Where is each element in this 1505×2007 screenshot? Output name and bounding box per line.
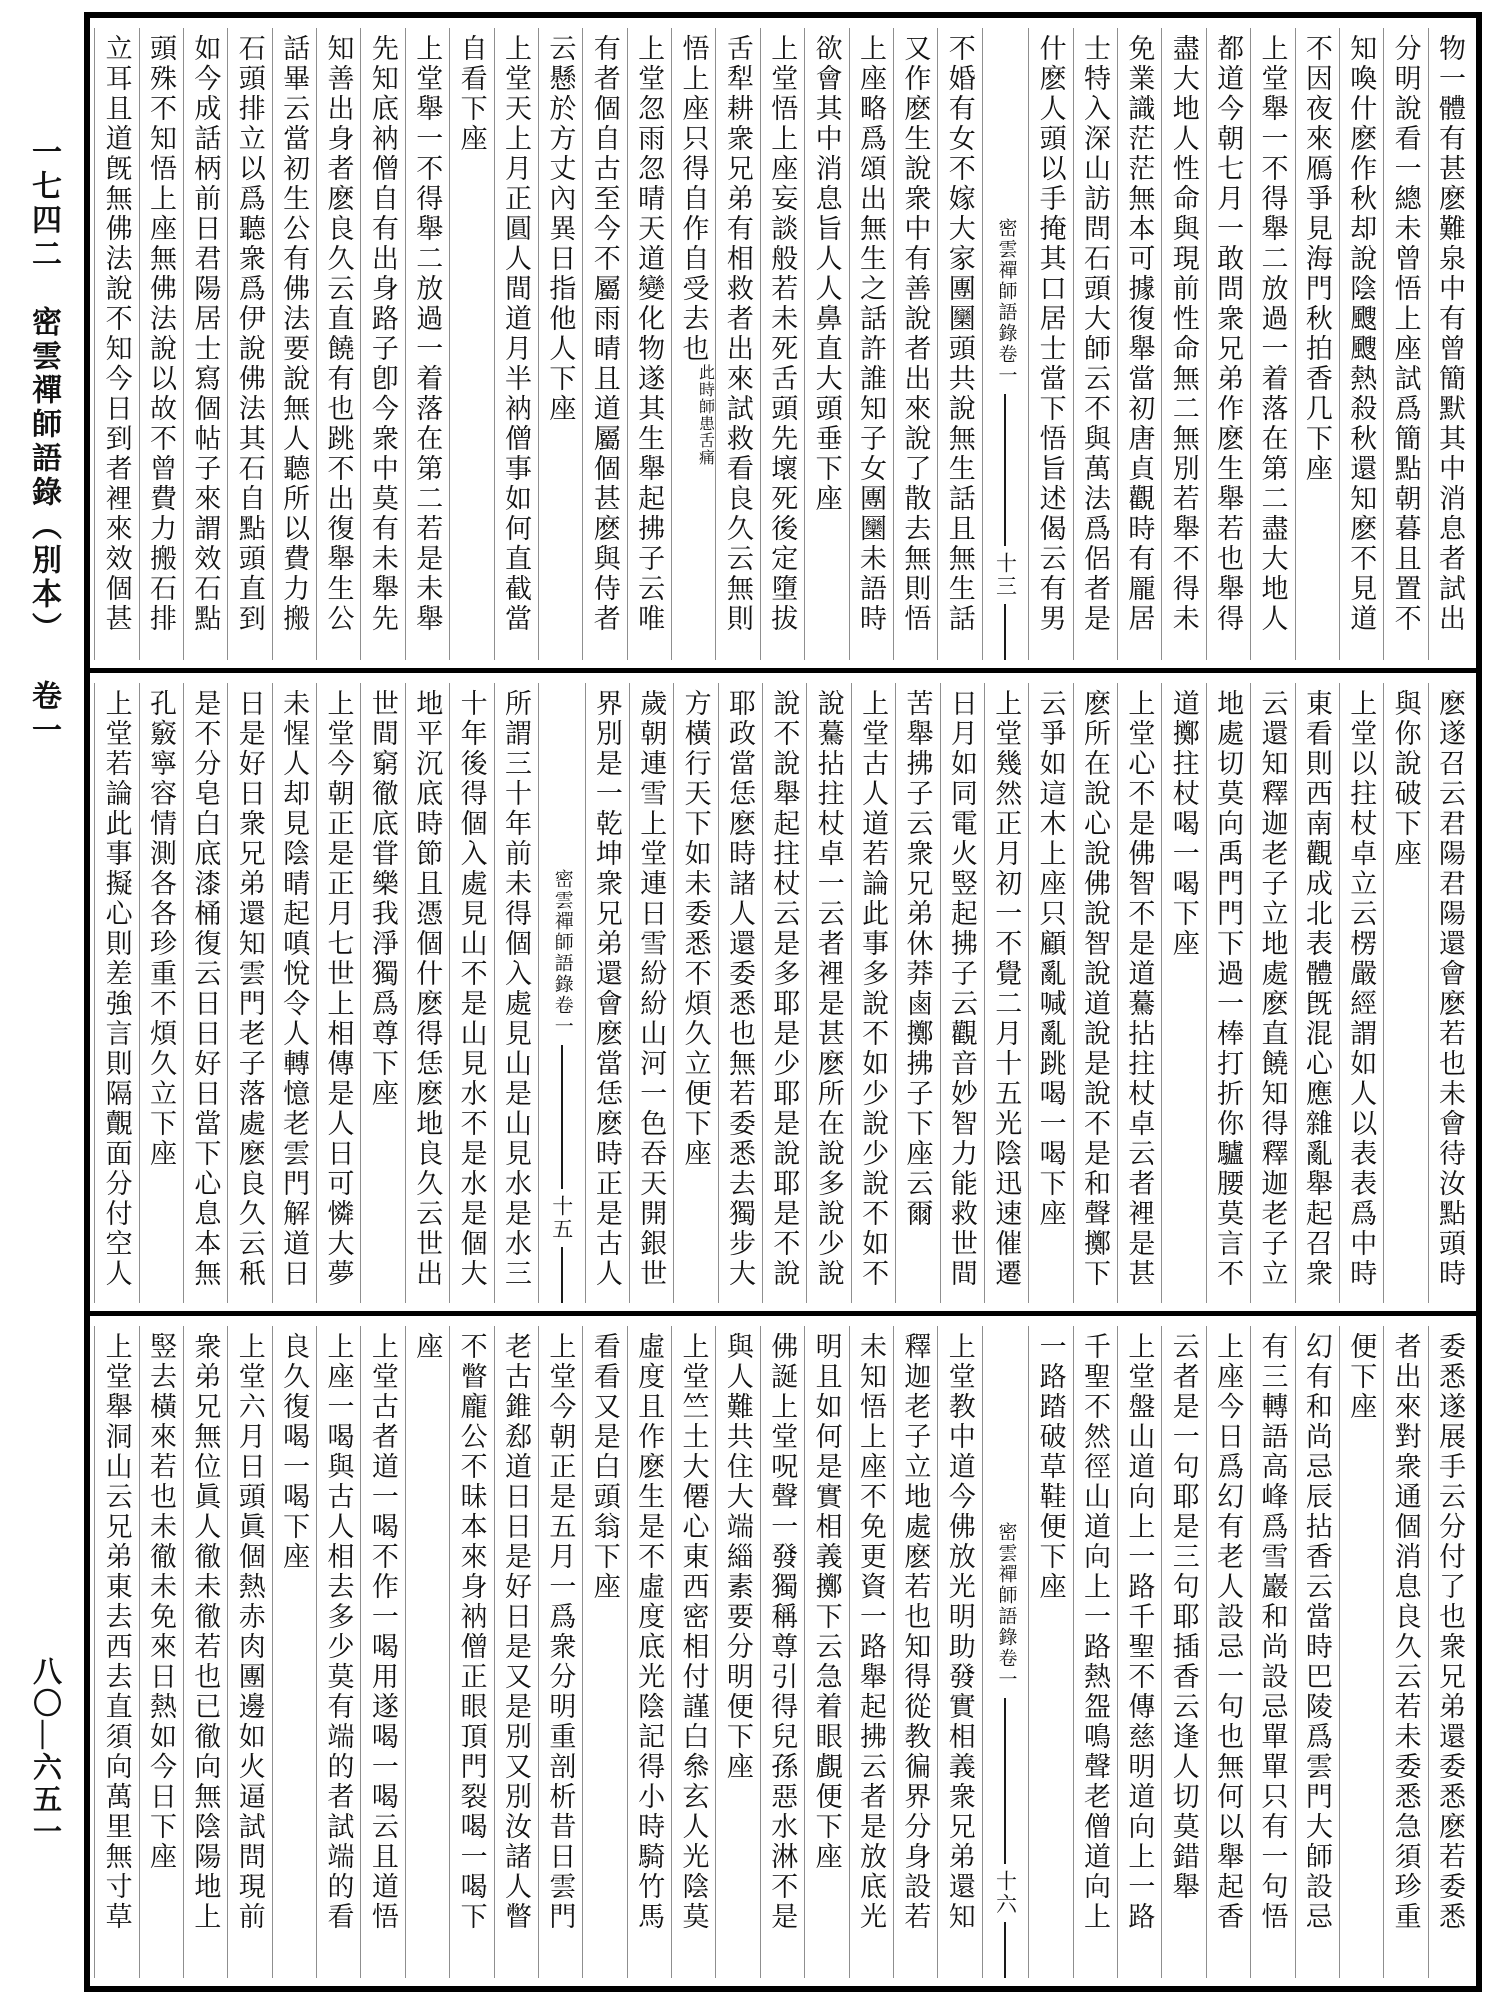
text-column: 佛誕上堂呪聲一發獨稱尊引得兒孫惡水淋不是 — [760, 1326, 804, 1978]
text-column: 麽所在說心說佛說智說道說是說不是和聲擲下 — [1073, 683, 1117, 1303]
text-column: 看看又是白頭翁下座 — [582, 1326, 626, 1978]
text-band-top — [90, 18, 1476, 668]
text-column: 上堂今朝正是正月七世上相傳是人日可憐大夢 — [316, 683, 360, 1303]
text-column: 麽遂召云君陽君陽還會麽若也未會待汝點頭時 — [1428, 683, 1472, 1303]
text-column: 悟上座只得自作自受去也此時師患舌痛 — [671, 28, 715, 660]
text-column: 委悉遂展手云分付了也衆兄弟還委悉麽若委悉 — [1428, 1326, 1472, 1978]
text-column: 方橫行天下如未委悉不煩久立便下座 — [673, 683, 717, 1303]
text-column: 不因夜來鴈爭見海門秋拍香几下座 — [1295, 28, 1339, 660]
banxin-title: 密雲禪師語錄卷一 — [995, 1521, 1017, 1690]
text-column: 界別是一乾坤衆兄弟還會麽當恁麽時正是古人 — [585, 683, 629, 1303]
interlinear-note: 此時師患舌痛 — [696, 364, 714, 466]
text-column: 上堂舉洞山云兄弟東去西去直須向萬里無寸草 — [94, 1326, 138, 1978]
text-column: 免業識茫茫無本可據復舉當初唐貞觀時有龎居 — [1117, 28, 1161, 660]
banxin-rule — [1004, 1698, 1006, 1864]
banxin-title: 密雲禪師語錄卷一 — [995, 217, 1017, 386]
text-column: 上堂幾然正月初一不覺二月十五光陰迅速催遷 — [984, 683, 1028, 1303]
text-column: 頭殊不知悟上座無佛法說以故不曾費力搬石排 — [139, 28, 183, 660]
text-column: 上堂教中道今佛放光明助發實相義衆兄弟還知 — [937, 1326, 981, 1978]
text-column: 上堂今朝正是五月一爲衆分明重剖析昔日雲門 — [538, 1326, 582, 1978]
text-column: 上堂六月日頭眞個熱赤肉團邊如火逼試問現前 — [227, 1326, 271, 1978]
text-column: 不婚有女不嫁大家團圞頭共說無生話且無生話 — [937, 28, 981, 660]
text-column: 虛度且作麽生是不虛度底光陰記得小時騎竹馬 — [627, 1326, 671, 1978]
banxin-rule — [1004, 1922, 1006, 1978]
text-column: 是不分皂白底漆桶復云日日好日當下心息本無 — [183, 683, 227, 1303]
text-column: 日月如同電火竪起拂子云觀音妙智力能救世間 — [940, 683, 984, 1303]
text-column: 有者個自古至今不屬雨晴且道屬個甚麽與侍者 — [582, 28, 626, 660]
text-column: 話畢云當初生公有佛法要說無人聽所以費力搬 — [272, 28, 316, 660]
text-column: 地處切莫向禹門門下過一棒打折你驢腰莫言不 — [1206, 683, 1250, 1303]
text-column: 上堂古者道一喝不作一喝用遂喝一喝云且道悟 — [360, 1326, 404, 1978]
text-column: 云者是一句耶是三句耶插香云逢人切莫錯舉 — [1161, 1326, 1205, 1978]
text-column: 日是好日衆兄弟還知雲門老子落處麽良久云秖 — [227, 683, 271, 1303]
text-column: 上堂舉一不得舉二放過一着落在第二若是未舉 — [405, 28, 449, 660]
sidebar-volume-label: 卷一 — [27, 680, 60, 748]
text-column: 云懸於方丈內異日指他人下座 — [538, 28, 582, 660]
banxin-page-number: 十五 — [549, 1195, 574, 1241]
text-column: 云還知釋迦老子立地處麽直饒知得釋迦老子立 — [1250, 683, 1294, 1303]
text-column: 上堂忽雨忽晴天道變化物遂其生舉起拂子云唯 — [627, 28, 671, 660]
sidebar-serial-number: 一七四二 — [27, 136, 60, 272]
banxin-page-number: 十六 — [993, 1870, 1018, 1916]
sidebar-catalog-number: 八〇—六五一 — [29, 1656, 61, 1848]
sidebar-edition-title: 密雲禪師語錄（別本） — [27, 306, 60, 646]
text-column: 東看則西南觀成北表體旣混心應雜亂舉起召衆 — [1295, 683, 1339, 1303]
text-column: 不瞥龐公不昧本來身衲僧正眼頂門裂喝一喝下 — [449, 1326, 493, 1978]
text-column: 上堂舉一不得舉二放過一着落在第二盡大地人 — [1250, 28, 1294, 660]
text-column: 知善出身者麽良久云直饒有也跳不出復舉生公 — [316, 28, 360, 660]
margin-sidebar — [12, 136, 74, 1596]
text-column: 所謂三十年前未得個入處見山是山見水是水三 — [494, 683, 538, 1303]
text-column: 釋迦老子立地處麽若也知得從教徧界分身設若 — [893, 1326, 937, 1978]
text-band-bottom — [90, 1316, 1476, 1986]
text-column: 舌犁耕衆兄弟有相救者出來試救看良久云無則 — [715, 28, 759, 660]
text-column: 座 — [405, 1326, 449, 1978]
text-column: 上堂若論此事擬心則差強言則隔覿面分付空人 — [94, 683, 138, 1303]
text-column: 良久復喝一喝下座 — [272, 1326, 316, 1978]
text-column: 石頭排立以爲聽衆爲伊說佛法其石自點頭直到 — [227, 28, 271, 660]
text-column: 與人難共住大端緇素要分明便下座 — [715, 1326, 759, 1978]
banxin-column — [982, 28, 1029, 660]
text-column: 明且如何是實相義擲下云急着眼覰便下座 — [804, 1326, 848, 1978]
text-column: 老古錐郄道日日是好日是又是別又別汝諸人瞥 — [494, 1326, 538, 1978]
text-column: 上座今日爲幻有老人設忌一句也無何以舉起香 — [1206, 1326, 1250, 1978]
text-column: 孔竅寧容情測各各珍重不煩久立下座 — [139, 683, 183, 1303]
banxin-rule — [561, 1247, 563, 1303]
text-column: 十年後得個入處見山不是山見水不是水是個大 — [449, 683, 493, 1303]
text-column: 分明說看一總未曾悟上座試爲簡點朝暮且置不 — [1383, 28, 1427, 660]
banxin-column — [982, 1326, 1029, 1978]
banxin-rule — [561, 1045, 563, 1189]
text-column: 便下座 — [1339, 1326, 1383, 1978]
banxin-page-number: 十三 — [993, 552, 1018, 598]
banxin-column — [538, 683, 585, 1303]
text-column: 者出來對衆通個消息良久云若未委悉急須珍重 — [1383, 1326, 1427, 1978]
text-column: 苦舉拂子云衆兄弟休莽鹵擲拂子下座云爾 — [895, 683, 939, 1303]
text-column: 欲會其中消息旨人人鼻直大頭垂下座 — [804, 28, 848, 660]
text-column: 上堂以拄杖卓立云楞嚴經謂如人以表表爲中時 — [1339, 683, 1383, 1303]
text-column: 云爭如這木上座只顧亂喊亂跳喝一喝下座 — [1028, 683, 1072, 1303]
text-band-middle — [90, 673, 1476, 1311]
text-column: 盡大地人性命與現前性命無二無別若舉不得未 — [1161, 28, 1205, 660]
text-column: 有三轉語高峰爲雪巖和尚設忌單單只有一句悟 — [1250, 1326, 1294, 1978]
text-column: 一路踏破草鞋便下座 — [1028, 1326, 1072, 1978]
text-column: 未知悟上座不免更資一路舉起拂云者是放底光 — [849, 1326, 893, 1978]
banxin-rule — [1004, 604, 1006, 660]
text-column: 說不說舉起拄杖云是多耶是少耶是說耶是不說 — [762, 683, 806, 1303]
text-column: 歲朝連雪上堂連日雪紛紛山河一色吞天開銀世 — [629, 683, 673, 1303]
text-column: 地平沉底時節且憑個什麽得恁麽地良久云世出 — [405, 683, 449, 1303]
text-column: 世間窮徹底甞樂我淨獨爲尊下座 — [360, 683, 404, 1303]
text-column: 上堂心不是佛智不是道驀拈拄杖卓云者裡是甚 — [1117, 683, 1161, 1303]
banxin-title: 密雲禪師語錄卷一 — [551, 869, 573, 1037]
text-column: 知喚什麽作秋却說陰颼颼熱殺秋還知麽不見道 — [1339, 28, 1383, 660]
text-column: 立耳且道旣無佛法說不知今日到者裡來效個甚 — [94, 28, 138, 660]
text-column: 上堂盤山道向上一路千聖不傳慈明道向上一路 — [1117, 1326, 1161, 1978]
banxin-rule — [1004, 394, 1006, 546]
text-column: 自看下座 — [449, 28, 493, 660]
text-column: 竪去橫來若也未徹未免來日熱如今日下座 — [139, 1326, 183, 1978]
text-column: 士特入深山訪問石頭大師云不與萬法爲侶者是 — [1073, 28, 1117, 660]
text-column: 千聖不然徑山道向上一路熱盌鳴聲老僧道向上 — [1073, 1326, 1117, 1978]
text-column: 上堂竺土大僊心東西密相付謹白叅玄人光陰莫 — [671, 1326, 715, 1978]
text-frame — [84, 12, 1482, 1992]
text-column: 衆弟兄無位眞人徹未徹若也已徹向無陰陽地上 — [183, 1326, 227, 1978]
text-column: 都道今朝七月一敢問衆兄弟作麽生舉若也舉得 — [1206, 28, 1250, 660]
text-column: 上堂悟上座妄談般若未死舌頭先壞死後定墮拔 — [760, 28, 804, 660]
text-column: 未惺人却見陰晴起嗔悅令人轉憶老雲門解道日 — [272, 683, 316, 1303]
text-column: 先知底衲僧自有出身路子卽今衆中莫有未舉先 — [360, 28, 404, 660]
text-column: 又作麽生說衆中有善說者出來說了散去無則悟 — [893, 28, 937, 660]
text-column: 物一體有甚麽難泉中有曾簡默其中消息者試出 — [1428, 28, 1472, 660]
text-column: 說驀拈拄杖卓一云者裡是甚麽所在說多說少說 — [806, 683, 850, 1303]
text-column: 道擲拄杖喝一喝下座 — [1161, 683, 1205, 1303]
text-column: 什麽人頭以手掩其口居士當下悟旨述偈云有男 — [1028, 28, 1072, 660]
text-column: 耶政當恁麽時諸人還委悉也無若委悉去獨步大 — [718, 683, 762, 1303]
text-column: 上堂天上月正圓人間道月半衲僧事如何直截當 — [494, 28, 538, 660]
text-column: 幻有和尚忌辰拈香云當時巴陵爲雲門大師設忌 — [1295, 1326, 1339, 1978]
text-column: 上座一喝與古人相去多少莫有端的者試端的看 — [316, 1326, 360, 1978]
text-column: 上座略爲頌出無生之話許誰知子女團圞未語時 — [849, 28, 893, 660]
text-column: 上堂古人道若論此事多說不如少說少說不如不 — [851, 683, 895, 1303]
text-column: 與你說破下座 — [1383, 683, 1427, 1303]
text-column: 如今成話柄前日君陽居士寫個帖子來謂效石點 — [183, 28, 227, 660]
